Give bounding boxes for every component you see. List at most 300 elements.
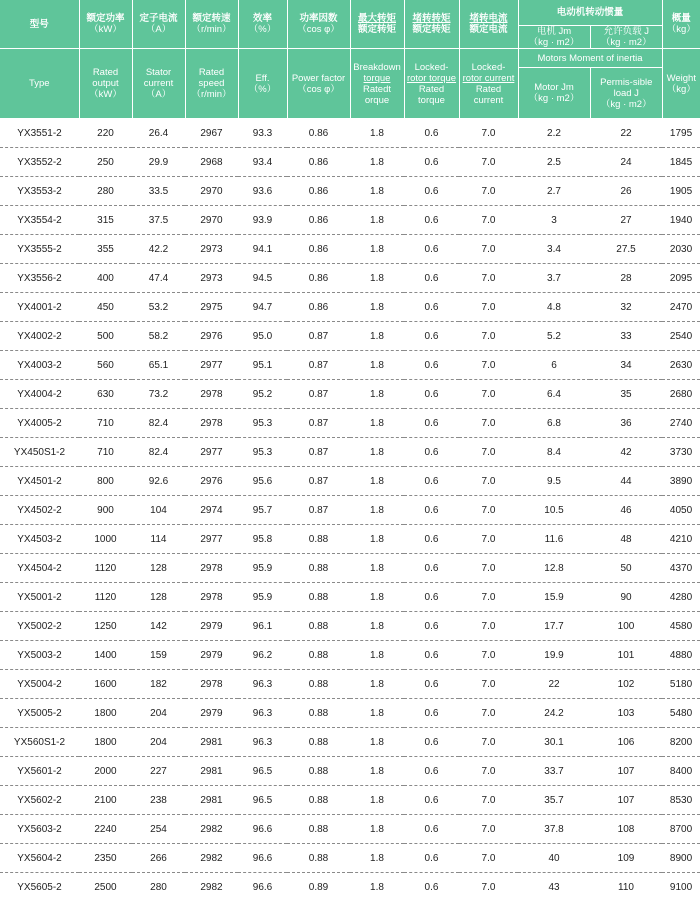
cell-rated-output: 500 bbox=[79, 322, 132, 351]
cell-rated-output: 220 bbox=[79, 119, 132, 148]
cell-weight: 8200 bbox=[662, 728, 700, 757]
cell-breakdown-ratio: 1.8 bbox=[350, 322, 404, 351]
cell-efficiency: 96.2 bbox=[238, 641, 287, 670]
cell-weight: 1845 bbox=[662, 148, 700, 177]
cell-rated-output: 1250 bbox=[79, 612, 132, 641]
cell-efficiency: 93.6 bbox=[238, 177, 287, 206]
cell-type: YX4001-2 bbox=[0, 293, 79, 322]
cell-type: YX5601-2 bbox=[0, 757, 79, 786]
cell-weight: 4580 bbox=[662, 612, 700, 641]
cell-stator-current: 65.1 bbox=[132, 351, 185, 380]
cell-motor-jm: 2.5 bbox=[518, 148, 590, 177]
cell-breakdown-ratio: 1.8 bbox=[350, 293, 404, 322]
cell-motor-jm: 4.8 bbox=[518, 293, 590, 322]
cell-stator-current: 128 bbox=[132, 554, 185, 583]
cell-locked-torque-ratio: 0.6 bbox=[404, 583, 459, 612]
cell-load-j: 46 bbox=[590, 496, 662, 525]
cell-breakdown-ratio: 1.8 bbox=[350, 728, 404, 757]
table-row bbox=[0, 496, 700, 525]
cell-stator-current: 204 bbox=[132, 728, 185, 757]
cell-load-j: 107 bbox=[590, 786, 662, 815]
cell-type: YX3555-2 bbox=[0, 235, 79, 264]
cell-rated-speed: 2977 bbox=[185, 525, 238, 554]
cell-motor-jm: 2.7 bbox=[518, 177, 590, 206]
table-row bbox=[0, 757, 700, 786]
cell-type: YX4004-2 bbox=[0, 380, 79, 409]
cell-load-j: 27 bbox=[590, 206, 662, 235]
cell-power-factor: 0.87 bbox=[287, 409, 350, 438]
cell-stator-current: 104 bbox=[132, 496, 185, 525]
cell-locked-current-ratio: 7.0 bbox=[459, 728, 518, 757]
cell-efficiency: 96.3 bbox=[238, 728, 287, 757]
cell-motor-jm: 22 bbox=[518, 670, 590, 699]
table-row bbox=[0, 409, 700, 438]
cell-weight: 2095 bbox=[662, 264, 700, 293]
table-row bbox=[0, 148, 700, 177]
header-pf-en: Power factor （cos φ） bbox=[287, 49, 350, 119]
cell-locked-torque-ratio: 0.6 bbox=[404, 235, 459, 264]
cell-breakdown-ratio: 1.8 bbox=[350, 264, 404, 293]
cell-rated-speed: 2976 bbox=[185, 322, 238, 351]
cell-load-j: 32 bbox=[590, 293, 662, 322]
cell-weight: 8400 bbox=[662, 757, 700, 786]
cell-weight: 2680 bbox=[662, 380, 700, 409]
cell-power-factor: 0.89 bbox=[308, 881, 329, 893]
cell-rated-speed: 2982 bbox=[200, 881, 223, 893]
cell-efficiency: 94.7 bbox=[238, 293, 287, 322]
cell-locked-current-ratio: 7.0 bbox=[459, 438, 518, 467]
cell-locked-current-ratio: 7.0 bbox=[459, 235, 518, 264]
cell-power-factor: 0.88 bbox=[287, 699, 350, 728]
header-load-j-zh: 允许负载 J （kg · m2） bbox=[590, 26, 662, 49]
table-row bbox=[0, 293, 700, 322]
cell-motor-jm: 15.9 bbox=[518, 583, 590, 612]
cell-locked-torque-ratio: 0.6 bbox=[404, 670, 459, 699]
cell-rated-speed: 2968 bbox=[185, 148, 238, 177]
cell-breakdown-ratio: 1.8 bbox=[350, 177, 404, 206]
cell-efficiency: 94.5 bbox=[238, 264, 287, 293]
header-eff-en: Eff. （%） bbox=[238, 49, 287, 119]
cell-locked-current-ratio: 7.0 bbox=[459, 554, 518, 583]
cell-motor-jm: 24.2 bbox=[518, 699, 590, 728]
table-row bbox=[0, 467, 700, 496]
cell-locked-torque-ratio: 0.6 bbox=[404, 119, 459, 148]
cell-power-factor: 0.88 bbox=[287, 670, 350, 699]
cell-rated-speed: 2975 bbox=[185, 293, 238, 322]
cell-power-factor: 0.86 bbox=[287, 148, 350, 177]
table-row bbox=[0, 815, 700, 844]
cell-locked-torque-ratio: 0.6 bbox=[404, 641, 459, 670]
table-row bbox=[0, 177, 700, 206]
cell-load-j: 102 bbox=[590, 670, 662, 699]
table-row bbox=[0, 873, 700, 902]
cell-rated-speed: 2981 bbox=[185, 757, 238, 786]
cell-load-j: 26 bbox=[590, 177, 662, 206]
cell-power-factor: 0.88 bbox=[287, 583, 350, 612]
cell-breakdown-ratio: 1.8 bbox=[350, 119, 404, 148]
table-row bbox=[0, 119, 700, 148]
cell-breakdown-ratio: 1.8 bbox=[350, 438, 404, 467]
cell-weight: 4210 bbox=[662, 525, 700, 554]
cell-power-factor: 0.88 bbox=[287, 525, 350, 554]
cell-stator-current: 53.2 bbox=[132, 293, 185, 322]
table-row bbox=[0, 525, 700, 554]
table-row bbox=[0, 699, 700, 728]
cell-locked-current-ratio: 7.0 bbox=[459, 670, 518, 699]
cell-power-factor: 0.88 bbox=[287, 786, 350, 815]
cell-locked-torque-ratio: 0.6 bbox=[404, 815, 459, 844]
cell-breakdown-ratio: 1.8 bbox=[350, 757, 404, 786]
cell-breakdown-ratio: 1.8 bbox=[350, 380, 404, 409]
cell-type: YX5003-2 bbox=[0, 641, 79, 670]
cell-locked-current-ratio: 7.0 bbox=[459, 641, 518, 670]
cell-motor-jm: 5.2 bbox=[518, 322, 590, 351]
cell-locked-current-ratio: 7.0 bbox=[459, 264, 518, 293]
cell-breakdown-ratio: 1.8 bbox=[350, 844, 404, 873]
cell-rated-output: 1120 bbox=[79, 583, 132, 612]
cell-efficiency: 95.1 bbox=[238, 351, 287, 380]
cell-efficiency: 95.6 bbox=[238, 467, 287, 496]
table-row bbox=[0, 206, 700, 235]
cell-rated-speed: 2973 bbox=[185, 264, 238, 293]
cell-locked-torque-ratio: 0.6 bbox=[404, 148, 459, 177]
cell-type: YX5002-2 bbox=[0, 612, 79, 641]
cell-load-j: 106 bbox=[590, 728, 662, 757]
header-stator-current-zh: 定子电流 （A） bbox=[132, 0, 185, 49]
header-eff-zh: 效率 （%） bbox=[238, 0, 287, 49]
cell-efficiency: 96.5 bbox=[238, 786, 287, 815]
cell-motor-jm: 37.8 bbox=[518, 815, 590, 844]
cell-efficiency: 96.6 bbox=[252, 881, 273, 893]
cell-locked-torque-ratio: 0.6 bbox=[404, 728, 459, 757]
cell-motor-jm: 17.7 bbox=[518, 612, 590, 641]
cell-locked-current-ratio: 7.0 bbox=[459, 467, 518, 496]
cell-motor-jm: 30.1 bbox=[518, 728, 590, 757]
cell-rated-output: 250 bbox=[79, 148, 132, 177]
cell-power-factor: 0.86 bbox=[287, 293, 350, 322]
cell-rated-speed: 2979 bbox=[185, 641, 238, 670]
cell-weight: 9100 bbox=[669, 881, 693, 893]
header-stator-current-en: Stator current （A） bbox=[132, 49, 185, 119]
cell-locked-current-ratio: 7.0 bbox=[459, 148, 518, 177]
cell-efficiency: 95.2 bbox=[238, 380, 287, 409]
cell-efficiency: 95.8 bbox=[238, 525, 287, 554]
cell-efficiency: 96.6 bbox=[238, 844, 287, 873]
header-inertia-group-zh: 电动机转动惯量 bbox=[518, 0, 662, 26]
cell-breakdown-ratio: 1.8 bbox=[350, 525, 404, 554]
cell-rated-speed: 2977 bbox=[185, 438, 238, 467]
cell-type: YX3552-2 bbox=[0, 148, 79, 177]
cell-weight: 3730 bbox=[662, 438, 700, 467]
cell-type: YX4504-2 bbox=[0, 554, 79, 583]
header-locked-current-en: Locked- rotor current Rated current bbox=[459, 49, 518, 119]
cell-power-factor: 0.87 bbox=[287, 322, 350, 351]
cell-weight: 1940 bbox=[662, 206, 700, 235]
cell-weight: 1905 bbox=[662, 177, 700, 206]
cell-stator-current: 47.4 bbox=[132, 264, 185, 293]
table-row bbox=[0, 351, 700, 380]
cell-weight: 1795 bbox=[662, 119, 700, 148]
cell-locked-torque-ratio: 0.6 bbox=[404, 322, 459, 351]
cell-type: YX3554-2 bbox=[0, 206, 79, 235]
cell-rated-output: 2240 bbox=[79, 815, 132, 844]
cell-locked-current-ratio: 7.0 bbox=[459, 844, 518, 873]
header-locked-torque-zh: 堵转转矩 额定转矩 bbox=[404, 0, 459, 49]
table-header bbox=[0, 0, 700, 119]
cell-stator-current: 238 bbox=[132, 786, 185, 815]
cell-locked-torque-ratio: 0.6 bbox=[404, 554, 459, 583]
cell-breakdown-ratio: 1.8 bbox=[350, 148, 404, 177]
cell-power-factor: 0.87 bbox=[287, 438, 350, 467]
cell-rated-speed: 2978 bbox=[185, 670, 238, 699]
cell-power-factor: 0.86 bbox=[287, 206, 350, 235]
cell-rated-speed: 2970 bbox=[185, 206, 238, 235]
cell-load-j: 103 bbox=[590, 699, 662, 728]
table-row bbox=[0, 670, 700, 699]
cell-load-j: 48 bbox=[590, 525, 662, 554]
table-row bbox=[0, 235, 700, 264]
cell-stator-current: 227 bbox=[132, 757, 185, 786]
cell-load-j: 42 bbox=[590, 438, 662, 467]
cell-rated-output: 1800 bbox=[79, 699, 132, 728]
cell-stator-current: 82.4 bbox=[132, 438, 185, 467]
cell-rated-speed: 2977 bbox=[185, 351, 238, 380]
cell-efficiency: 95.9 bbox=[238, 583, 287, 612]
cell-stator-current: 29.9 bbox=[132, 148, 185, 177]
cell-weight: 4370 bbox=[662, 554, 700, 583]
cell-efficiency: 93.4 bbox=[238, 148, 287, 177]
cell-breakdown-ratio: 1.8 bbox=[350, 554, 404, 583]
header-locked-current-zh: 堵转电流 额定电流 bbox=[459, 0, 518, 49]
cell-power-factor: 0.86 bbox=[287, 119, 350, 148]
cell-weight: 3890 bbox=[662, 467, 700, 496]
cell-efficiency: 95.7 bbox=[238, 496, 287, 525]
cell-type: YX3553-2 bbox=[0, 177, 79, 206]
cell-stator-current: 142 bbox=[132, 612, 185, 641]
cell-locked-torque-ratio: 0.6 bbox=[404, 438, 459, 467]
cell-weight: 5180 bbox=[662, 670, 700, 699]
header-rated-speed-en: Rated speed （r/min） bbox=[185, 49, 238, 119]
cell-breakdown-ratio: 1.8 bbox=[350, 612, 404, 641]
cell-type: YX5602-2 bbox=[0, 786, 79, 815]
cell-rated-output: 2500 bbox=[94, 881, 117, 893]
cell-weight: 8700 bbox=[662, 815, 700, 844]
cell-load-j: 108 bbox=[590, 815, 662, 844]
cell-locked-torque-ratio: 0.6 bbox=[424, 881, 439, 893]
cell-load-j: 50 bbox=[590, 554, 662, 583]
cell-locked-current-ratio: 7.0 bbox=[459, 177, 518, 206]
header-type-en: Type bbox=[0, 49, 79, 119]
cell-stator-current: 33.5 bbox=[132, 177, 185, 206]
cell-rated-output: 1600 bbox=[79, 670, 132, 699]
cell-locked-torque-ratio: 0.6 bbox=[404, 496, 459, 525]
cell-load-j: 27.5 bbox=[590, 235, 662, 264]
cell-locked-current-ratio: 7.0 bbox=[459, 293, 518, 322]
cell-efficiency: 95.0 bbox=[238, 322, 287, 351]
cell-power-factor: 0.88 bbox=[287, 641, 350, 670]
cell-motor-jm: 40 bbox=[518, 844, 590, 873]
table-row bbox=[0, 583, 700, 612]
cell-power-factor: 0.87 bbox=[287, 351, 350, 380]
cell-motor-jm: 6.4 bbox=[518, 380, 590, 409]
header-inertia-group-en: Motors Moment of inertia bbox=[518, 49, 662, 68]
header-motor-jm-en: Motor Jm （kg · m2） bbox=[518, 68, 590, 119]
cell-type: YX4005-2 bbox=[0, 409, 79, 438]
header-locked-torque-en: Locked- rotor torque Rated torque bbox=[404, 49, 459, 119]
cell-rated-output: 315 bbox=[79, 206, 132, 235]
cell-efficiency: 96.6 bbox=[238, 815, 287, 844]
cell-rated-speed: 2978 bbox=[185, 583, 238, 612]
cell-locked-current-ratio: 7.0 bbox=[459, 322, 518, 351]
cell-locked-torque-ratio: 0.6 bbox=[404, 409, 459, 438]
cell-motor-jm: 19.9 bbox=[518, 641, 590, 670]
cell-efficiency: 93.3 bbox=[238, 119, 287, 148]
cell-rated-output: 2000 bbox=[79, 757, 132, 786]
cell-load-j: 100 bbox=[590, 612, 662, 641]
cell-load-j: 90 bbox=[590, 583, 662, 612]
cell-power-factor: 0.88 bbox=[287, 612, 350, 641]
cell-breakdown-ratio: 1.8 bbox=[350, 467, 404, 496]
cell-stator-current: 73.2 bbox=[132, 380, 185, 409]
cell-efficiency: 96.3 bbox=[238, 670, 287, 699]
cell-efficiency: 96.5 bbox=[238, 757, 287, 786]
cell-type: YX4502-2 bbox=[0, 496, 79, 525]
header-rated-output-zh: 额定功率 （kW） bbox=[79, 0, 132, 49]
cell-weight: 8530 bbox=[662, 786, 700, 815]
cell-locked-current-ratio: 7.0 bbox=[459, 786, 518, 815]
cell-motor-jm: 3.7 bbox=[518, 264, 590, 293]
cell-weight: 2540 bbox=[662, 322, 700, 351]
cell-motor-jm: 6.8 bbox=[518, 409, 590, 438]
cell-power-factor: 0.86 bbox=[287, 235, 350, 264]
cell-rated-speed: 2982 bbox=[185, 844, 238, 873]
cell-efficiency: 95.9 bbox=[238, 554, 287, 583]
cell-rated-output: 450 bbox=[79, 293, 132, 322]
cell-motor-jm: 35.7 bbox=[518, 786, 590, 815]
cell-motor-jm: 3 bbox=[518, 206, 590, 235]
cell-stator-current: 159 bbox=[132, 641, 185, 670]
cell-rated-output: 900 bbox=[79, 496, 132, 525]
cell-load-j: 24 bbox=[590, 148, 662, 177]
table-row bbox=[0, 728, 700, 757]
cell-type: YX3551-2 bbox=[0, 119, 79, 148]
cell-rated-speed: 2979 bbox=[185, 699, 238, 728]
cell-motor-jm: 33.7 bbox=[518, 757, 590, 786]
cell-locked-current-ratio: 7.0 bbox=[459, 380, 518, 409]
cell-power-factor: 0.87 bbox=[287, 496, 350, 525]
cell-load-j: 109 bbox=[590, 844, 662, 873]
table-row bbox=[0, 612, 700, 641]
cell-rated-output: 710 bbox=[79, 438, 132, 467]
cell-efficiency: 95.3 bbox=[238, 438, 287, 467]
cell-rated-output: 400 bbox=[79, 264, 132, 293]
cell-weight: 4880 bbox=[662, 641, 700, 670]
cell-efficiency: 93.9 bbox=[238, 206, 287, 235]
header-breakdown-en: Breakdown torque Ratedt orque bbox=[350, 49, 404, 119]
cell-locked-current-ratio: 7.0 bbox=[459, 525, 518, 554]
cell-breakdown-ratio: 1.8 bbox=[350, 670, 404, 699]
cell-locked-current-ratio: 7.0 bbox=[459, 757, 518, 786]
cell-breakdown-ratio: 1.8 bbox=[350, 786, 404, 815]
cell-locked-torque-ratio: 0.6 bbox=[404, 177, 459, 206]
cell-stator-current: 128 bbox=[132, 583, 185, 612]
cell-power-factor: 0.88 bbox=[287, 844, 350, 873]
cell-locked-current-ratio: 7.0 bbox=[459, 351, 518, 380]
cell-type: YX4501-2 bbox=[0, 467, 79, 496]
cell-stator-current: 26.4 bbox=[132, 119, 185, 148]
cell-breakdown-ratio: 1.8 bbox=[350, 641, 404, 670]
cell-type: YX5603-2 bbox=[0, 815, 79, 844]
cell-efficiency: 96.1 bbox=[238, 612, 287, 641]
cell-rated-output: 1000 bbox=[79, 525, 132, 554]
table-row bbox=[0, 554, 700, 583]
cell-locked-torque-ratio: 0.6 bbox=[404, 844, 459, 873]
cell-efficiency: 94.1 bbox=[238, 235, 287, 264]
header-breakdown-zh: 最大转矩 额定转矩 bbox=[350, 0, 404, 49]
table-row bbox=[0, 641, 700, 670]
cell-type: YX5001-2 bbox=[0, 583, 79, 612]
cell-rated-speed: 2978 bbox=[185, 554, 238, 583]
cell-locked-torque-ratio: 0.6 bbox=[404, 699, 459, 728]
cell-locked-current-ratio: 7.0 bbox=[459, 612, 518, 641]
cell-locked-torque-ratio: 0.6 bbox=[404, 206, 459, 235]
cell-locked-current-ratio: 7.0 bbox=[459, 409, 518, 438]
cell-type: YX560S1-2 bbox=[0, 728, 79, 757]
cell-breakdown-ratio: 1.8 bbox=[350, 496, 404, 525]
cell-stator-current: 204 bbox=[132, 699, 185, 728]
cell-rated-output: 1120 bbox=[79, 554, 132, 583]
table-row bbox=[0, 786, 700, 815]
cell-stator-current: 37.5 bbox=[132, 206, 185, 235]
cell-load-j: 22 bbox=[590, 119, 662, 148]
cell-rated-speed: 2978 bbox=[185, 409, 238, 438]
cell-locked-torque-ratio: 0.6 bbox=[404, 525, 459, 554]
cell-locked-torque-ratio: 0.6 bbox=[404, 380, 459, 409]
cell-efficiency: 96.3 bbox=[238, 699, 287, 728]
cell-stator-current: 280 bbox=[150, 881, 167, 893]
cell-breakdown-ratio: 1.8 bbox=[350, 583, 404, 612]
cell-weight: 8900 bbox=[662, 844, 700, 873]
cell-weight: 2630 bbox=[662, 351, 700, 380]
cell-power-factor: 0.87 bbox=[287, 380, 350, 409]
cell-rated-output: 1800 bbox=[79, 728, 132, 757]
cell-motor-jm: 3.4 bbox=[518, 235, 590, 264]
cell-motor-jm: 11.6 bbox=[518, 525, 590, 554]
cell-stator-current: 114 bbox=[132, 525, 185, 554]
cell-power-factor: 0.88 bbox=[287, 815, 350, 844]
cell-rated-speed: 2979 bbox=[185, 612, 238, 641]
cell-locked-torque-ratio: 0.6 bbox=[404, 757, 459, 786]
cell-breakdown-ratio: 1.8 bbox=[370, 881, 384, 893]
cell-rated-output: 2100 bbox=[79, 786, 132, 815]
table-row bbox=[0, 264, 700, 293]
cell-stator-current: 42.2 bbox=[132, 235, 185, 264]
cell-power-factor: 0.87 bbox=[287, 467, 350, 496]
cell-stator-current: 58.2 bbox=[132, 322, 185, 351]
cell-type: YX5005-2 bbox=[0, 699, 79, 728]
cell-rated-speed: 2970 bbox=[185, 177, 238, 206]
cell-power-factor: 0.86 bbox=[287, 264, 350, 293]
cell-type: YX5604-2 bbox=[0, 844, 79, 873]
cell-rated-output: 280 bbox=[79, 177, 132, 206]
cell-power-factor: 0.86 bbox=[287, 177, 350, 206]
cell-rated-output: 1400 bbox=[79, 641, 132, 670]
cell-load-j: 33 bbox=[590, 322, 662, 351]
cell-load-j: 36 bbox=[590, 409, 662, 438]
cell-type: YX5605-2 bbox=[17, 881, 62, 893]
cell-rated-speed: 2974 bbox=[185, 496, 238, 525]
cell-breakdown-ratio: 1.8 bbox=[350, 351, 404, 380]
